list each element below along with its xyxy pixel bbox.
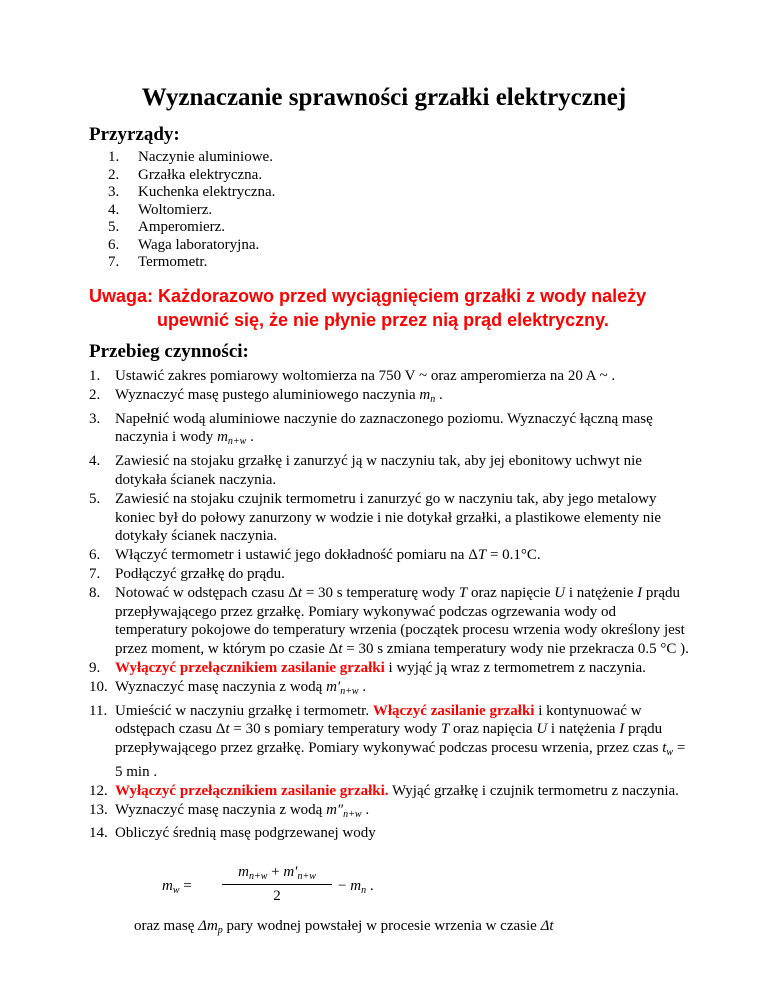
list-item: 7. Termometr. — [108, 254, 208, 270]
list-item: 2. Grzałka elektryczna. — [108, 166, 263, 183]
equipment-heading: Przyrządy: — [89, 124, 180, 145]
list-item: 6. Waga laboratoryjna. — [108, 236, 260, 253]
list-item: 5. Zawiesić na stojaku czujnik termometru i zanurzyć go w naczyniu tak, aby jego metalowy koniec był do połowy zanurzony w wodzie i nie dotykał grzałki, a plastikowe elementy nie dotykały ścianek naczynia. — [89, 490, 662, 545]
list-item: 2. Wyznaczyć masę pustego aluminiowego naczynia $m_n$ . — [89, 386, 443, 405]
list-item: 1. Ustawić zakres pomiarowy woltomierza na 750 V ~ oraz amperomierza na 20 A ~ . — [89, 368, 616, 384]
list-item: 14. Obliczyć średnią masę podgrzewanej wody — [89, 825, 376, 842]
warning-line-1: Uwaga: Każdorazowo przed wyciągnięciem grzałki z wody należy — [89, 286, 647, 306]
procedure-heading: Przebieg czynności: — [89, 341, 249, 362]
list-item: 11. Umieścić w naczyniu grzałkę i termometr. Włączyć zasilanie grzałki i kontynuować w odstępach czasu Δt = 30 s pomiary temperatury wody T oraz napięcia U i natężenia I prądu przepływającego przez grzałkę. Pomiary wykonywać podczas procesu wrzenia, przez czas $t_w = 5$ min . — [89, 702, 686, 780]
list-item: 4. Woltomierz. — [108, 201, 213, 218]
list-item: 9. Wyłączyć przełącznikiem zasilanie grzałki i wyjąć ją wraz z termometrem z naczynia. — [89, 659, 646, 676]
page-title: Wyznaczanie sprawności grzałki elektrycznej — [141, 84, 627, 111]
list-item: 12. Wyłączyć przełącznikiem zasilanie grzałki. Wyjąć grzałkę i czujnik termometru z naczynia. — [89, 782, 679, 799]
list-item: 5. Amperomierz. — [108, 219, 226, 235]
closing-line: oraz masę $\Delta m_p$ pary wodnej powstałej w procesie wrzenia w czasie Δt — [134, 918, 554, 936]
equipment-list — [108, 149, 275, 272]
list-item: 6. Włączyć termometr i ustawić jego dokładność pomiaru na ΔT = 0.1°C. — [89, 547, 541, 564]
list-item: 3. Napełnić wodą aluminiowe naczynie do zaznaczonego poziomu. Wyznaczyć łączną masę naczynia i wody $m_{n+w}$ . — [89, 410, 653, 448]
list-item: 8. Notować w odstępach czasu Δt = 30 s temperaturę wody T oraz napięcie U i natężenie I prądu przepływającego przez grzałkę. Pomiary wykonywać podczas ogrzewania wody od temperatury pokojowe do temperatury wrzenia (początek procesu wrzenia wody określony jest przez moment, w którym po czasie Δt = 30 s zmiana temperatury wody nie przekracza 0.5 °C ). — [89, 584, 689, 658]
list-item: 1. Naczynie aluminiowe. — [108, 149, 273, 165]
procedure-list — [89, 367, 689, 843]
list-item: 10. Wyznaczyć masę naczynia z wodą $m'_{n+w}$ . — [89, 678, 367, 697]
list-item: 13. Wyznaczyć masę naczynia z wodą $m''_{n+w}$ . — [89, 801, 370, 820]
list-item: 4. Zawiesić na stojaku grzałkę i zanurzyć ją w naczyniu tak, aby jej ebonitowy uchwyt nie dotykała ścianek naczynia. — [89, 453, 642, 488]
warning-line-2: upewnić się, że nie płynie przez nią prąd elektryczny. — [157, 310, 609, 330]
list-item: 3. Kuchenka elektryczna. — [108, 184, 276, 200]
warning-note — [89, 284, 646, 332]
list-item: 7. Podłączyć grzałkę do prądu. — [89, 565, 285, 582]
